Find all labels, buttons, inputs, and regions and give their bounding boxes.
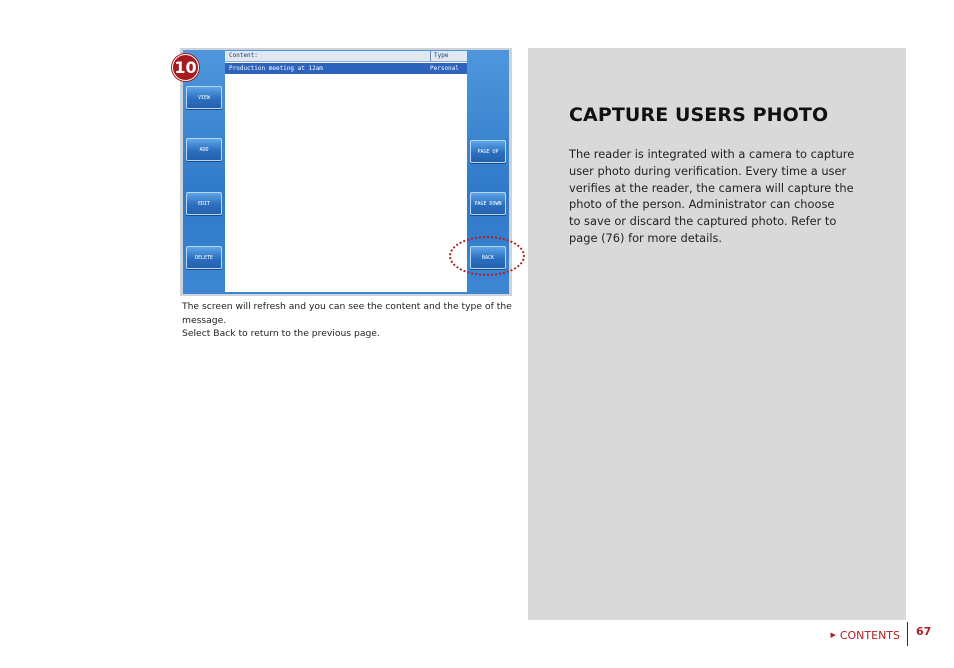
section-body: The reader is integrated with a camera to capture user photo during verification. Every time a user verifies at the reader, the camera will capture the photo of the person. Administrator can choose to save or discard the captured photo. Refer to page (76) for more details. — [569, 147, 855, 245]
section-title: CAPTURE USERS PHOTO — [569, 104, 829, 126]
page-down-button[interactable]: PAGE DOWN — [470, 192, 506, 215]
header-divider — [430, 51, 431, 61]
contents-label: CONTENTS — [839, 628, 900, 642]
view-button[interactable]: VIEW — [186, 86, 222, 109]
caption-line-1: The screen will refresh and you can see the content and the type of the message. — [182, 301, 512, 326]
contents-link[interactable] — [830, 628, 900, 642]
side-panel — [528, 48, 906, 620]
delete-button[interactable]: DELETE — [186, 246, 222, 269]
figure-caption — [182, 300, 512, 341]
caption-line-2: Select Back to return to the previous page. — [182, 328, 380, 339]
row-content: Production meeting at 12am — [229, 65, 323, 72]
list-row-selected[interactable] — [225, 63, 467, 74]
list-header — [225, 51, 467, 62]
back-button[interactable]: BACK — [470, 246, 506, 269]
page-number: 67 — [916, 625, 932, 638]
triangle-right-icon: ▶ — [830, 631, 836, 639]
message-list — [225, 51, 467, 292]
header-type: Type — [434, 52, 449, 59]
footer-divider — [907, 622, 908, 646]
page-up-button[interactable]: PAGE UP — [470, 140, 506, 163]
add-button[interactable]: ADD — [186, 138, 222, 161]
back-button-highlight — [449, 236, 525, 276]
edit-button[interactable]: EDIT — [186, 192, 222, 215]
step-number-badge: 10 — [172, 54, 199, 81]
header-content: Content: — [229, 52, 258, 59]
row-type: Personal — [430, 65, 459, 72]
